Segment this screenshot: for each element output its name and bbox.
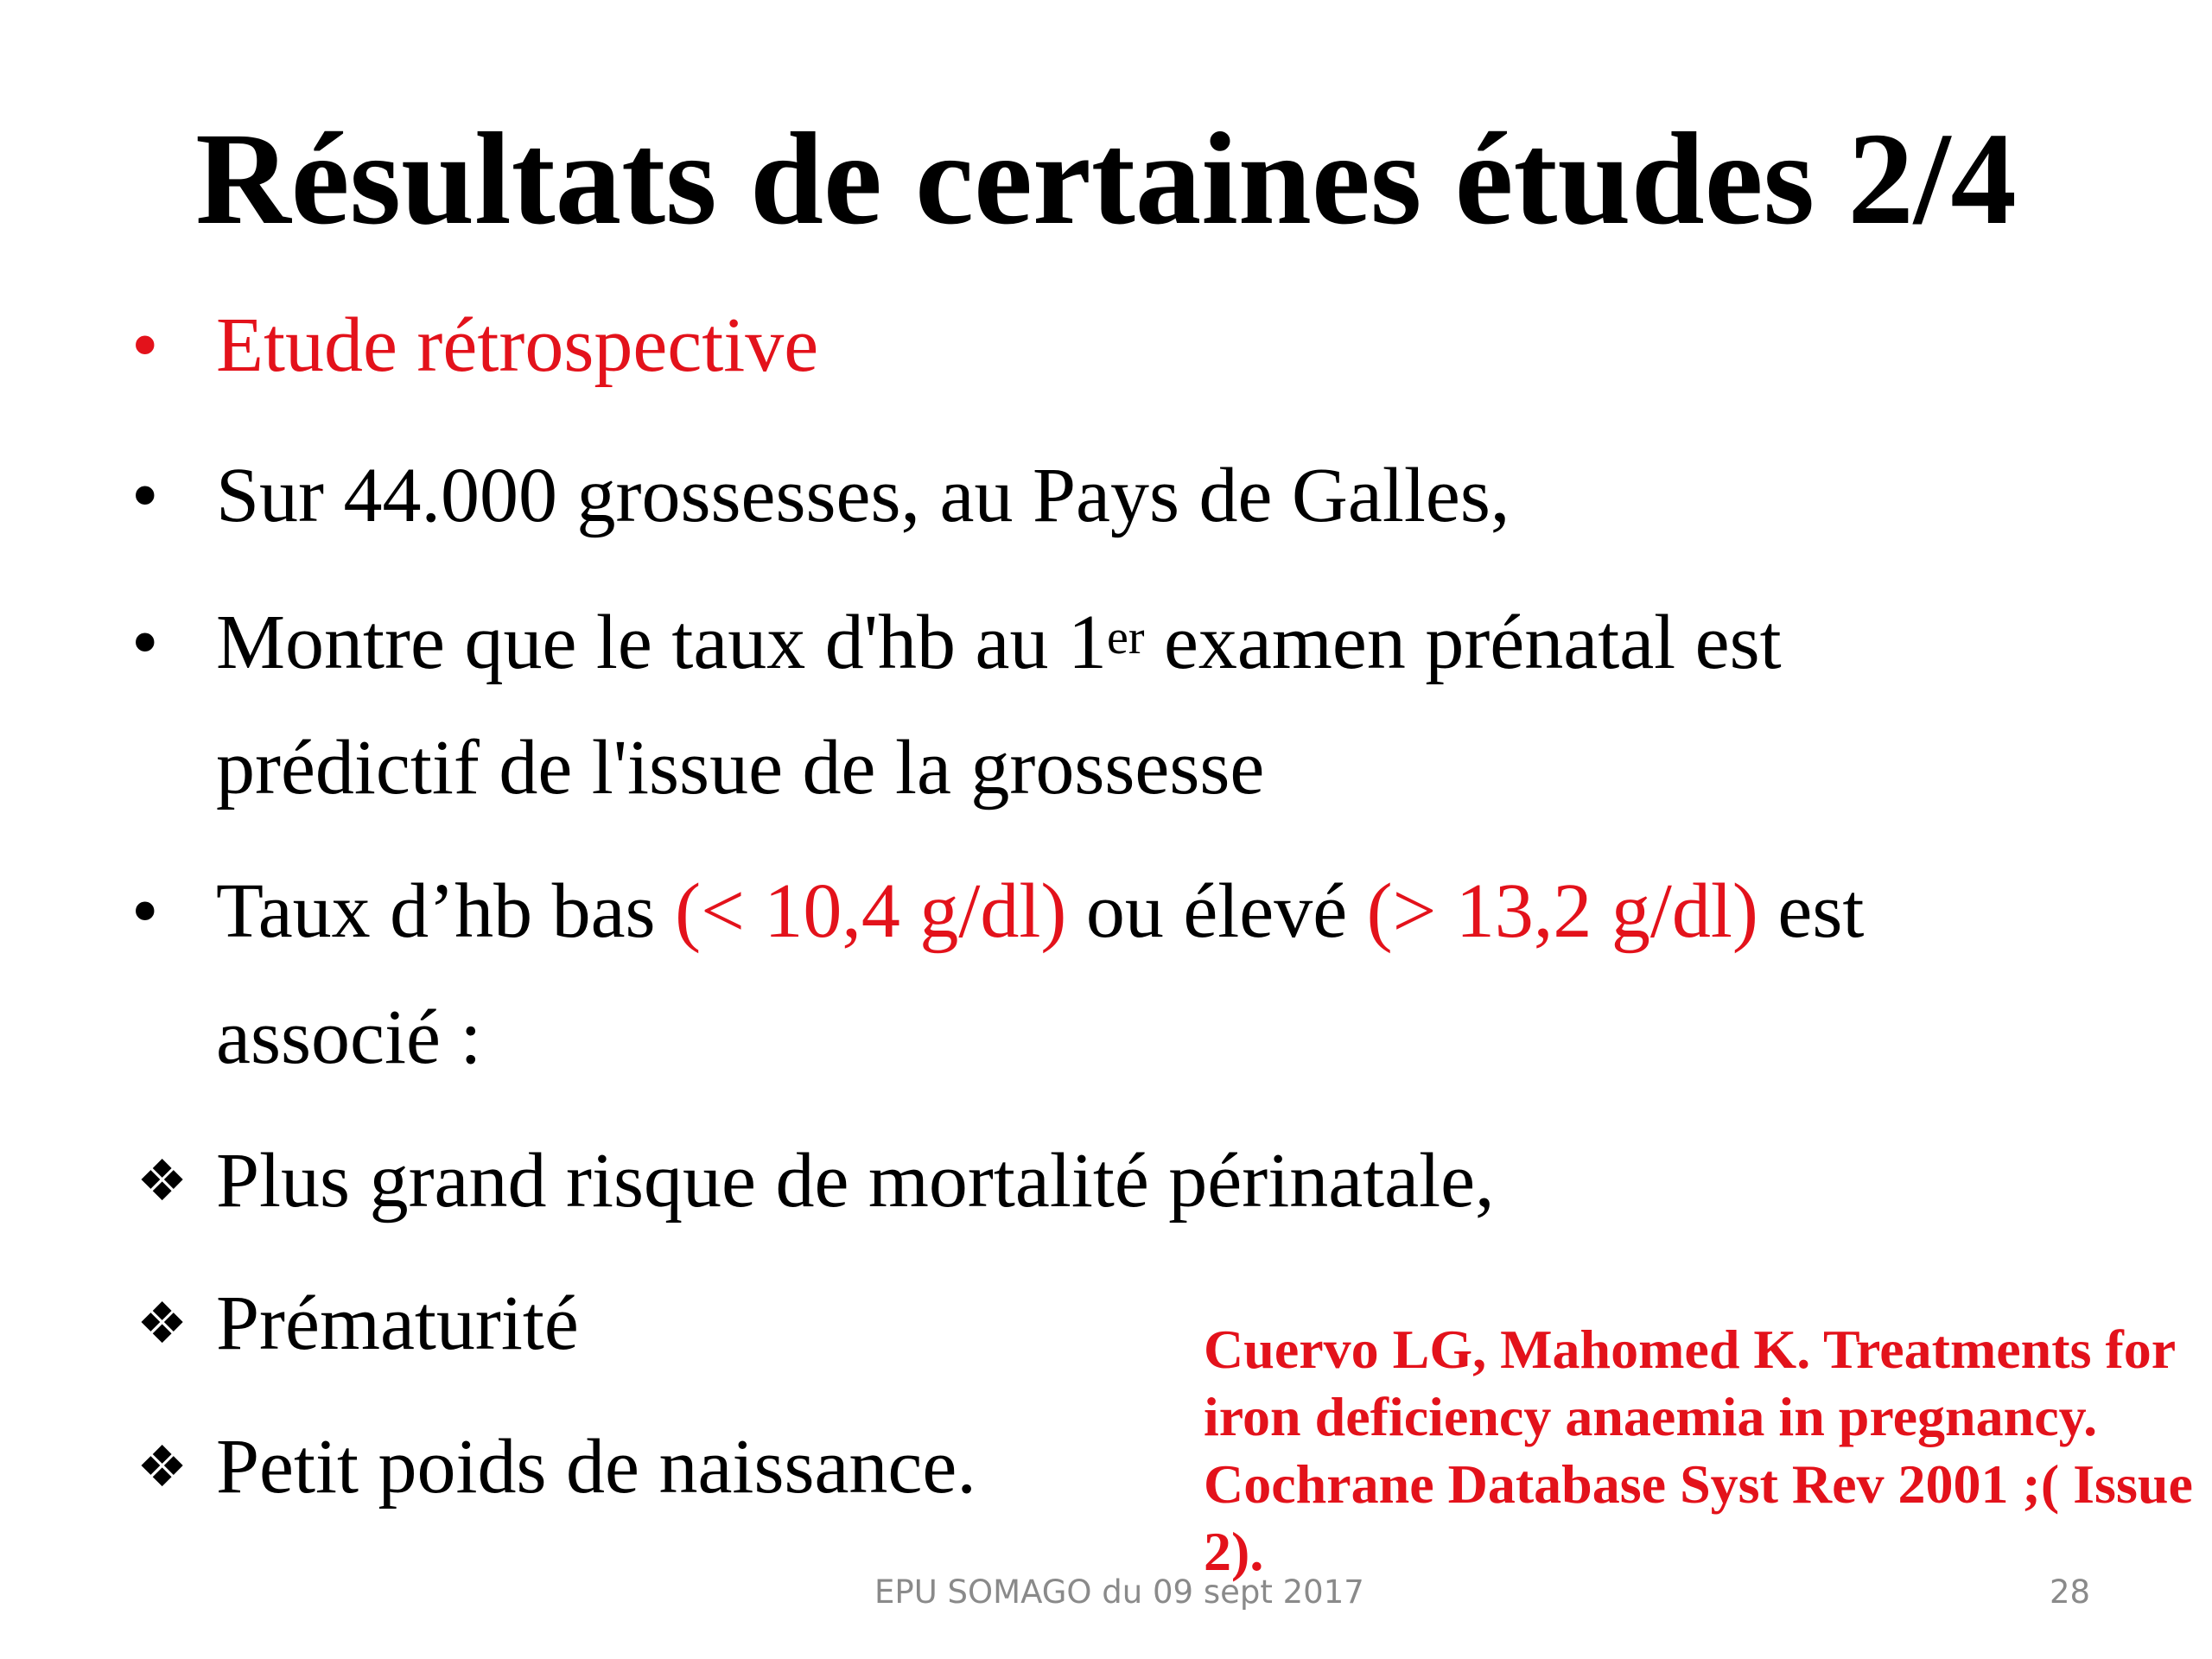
bullet-sample: Sur 44.000 grossesses, au Pays de Galles, [216,453,1510,538]
sub-bullet-mortality: Plus grand risque de mortalité périnatale, [216,1138,1495,1224]
reference-citation [1204,1316,2206,1586]
footer-text: EPU SOMAGO du 09 sept 2017 [874,1573,1364,1611]
hb-high-threshold: (> 13,2 g/dl) [1366,868,1758,954]
bullet-marker: • [131,600,159,685]
sub-bullet-low-birth-weight: Petit poids de naissance. [216,1424,976,1510]
bullet-finding-text-b: examen prénatal est [1144,600,1782,685]
reference-line: Cuervo LG, Mahomed K. Treatments for [1204,1319,2177,1380]
bullet-marker: • [131,453,159,538]
bullet-finding-continuation: prédictif de l'issue de la grossesse [216,725,1265,810]
diamond-bullet-icon: ❖ [137,1290,188,1357]
bullet-hb-levels [216,864,1864,959]
hb-low-threshold: (< 10,4 g/dl) [675,868,1067,954]
slide-title: Résultats de certaines études 2/4 [195,106,2017,252]
bullet-marker: • [131,302,159,388]
page-number: 28 [2050,1573,2091,1611]
diamond-bullet-icon: ❖ [137,1147,188,1214]
bullet-hb-text-b: ou élevé [1066,868,1367,954]
bullet-marker: • [131,868,159,954]
bullet-hb-text-a: Taux d’hb bas [216,868,676,954]
bullet-hb-text-c: est [1758,868,1865,954]
bullet-hb-continuation: associé : [216,995,482,1080]
reference-line: 2). [1204,1521,1264,1582]
reference-line: iron deficiency anaemia in pregnancy. [1204,1386,2098,1447]
bullet-finding [216,595,1782,690]
bullet-finding-text-a: Montre que le taux d'hb au 1 [216,600,1107,685]
diamond-bullet-icon: ❖ [137,1433,188,1500]
ordinal-superscript: er [1106,611,1145,664]
bullet-study-type: Etude rétrospective [216,302,819,388]
reference-line: Cochrane Database Syst Rev 2001 ;( Issue [1204,1453,2193,1515]
sub-bullet-prematurity: Prématurité [216,1281,579,1366]
